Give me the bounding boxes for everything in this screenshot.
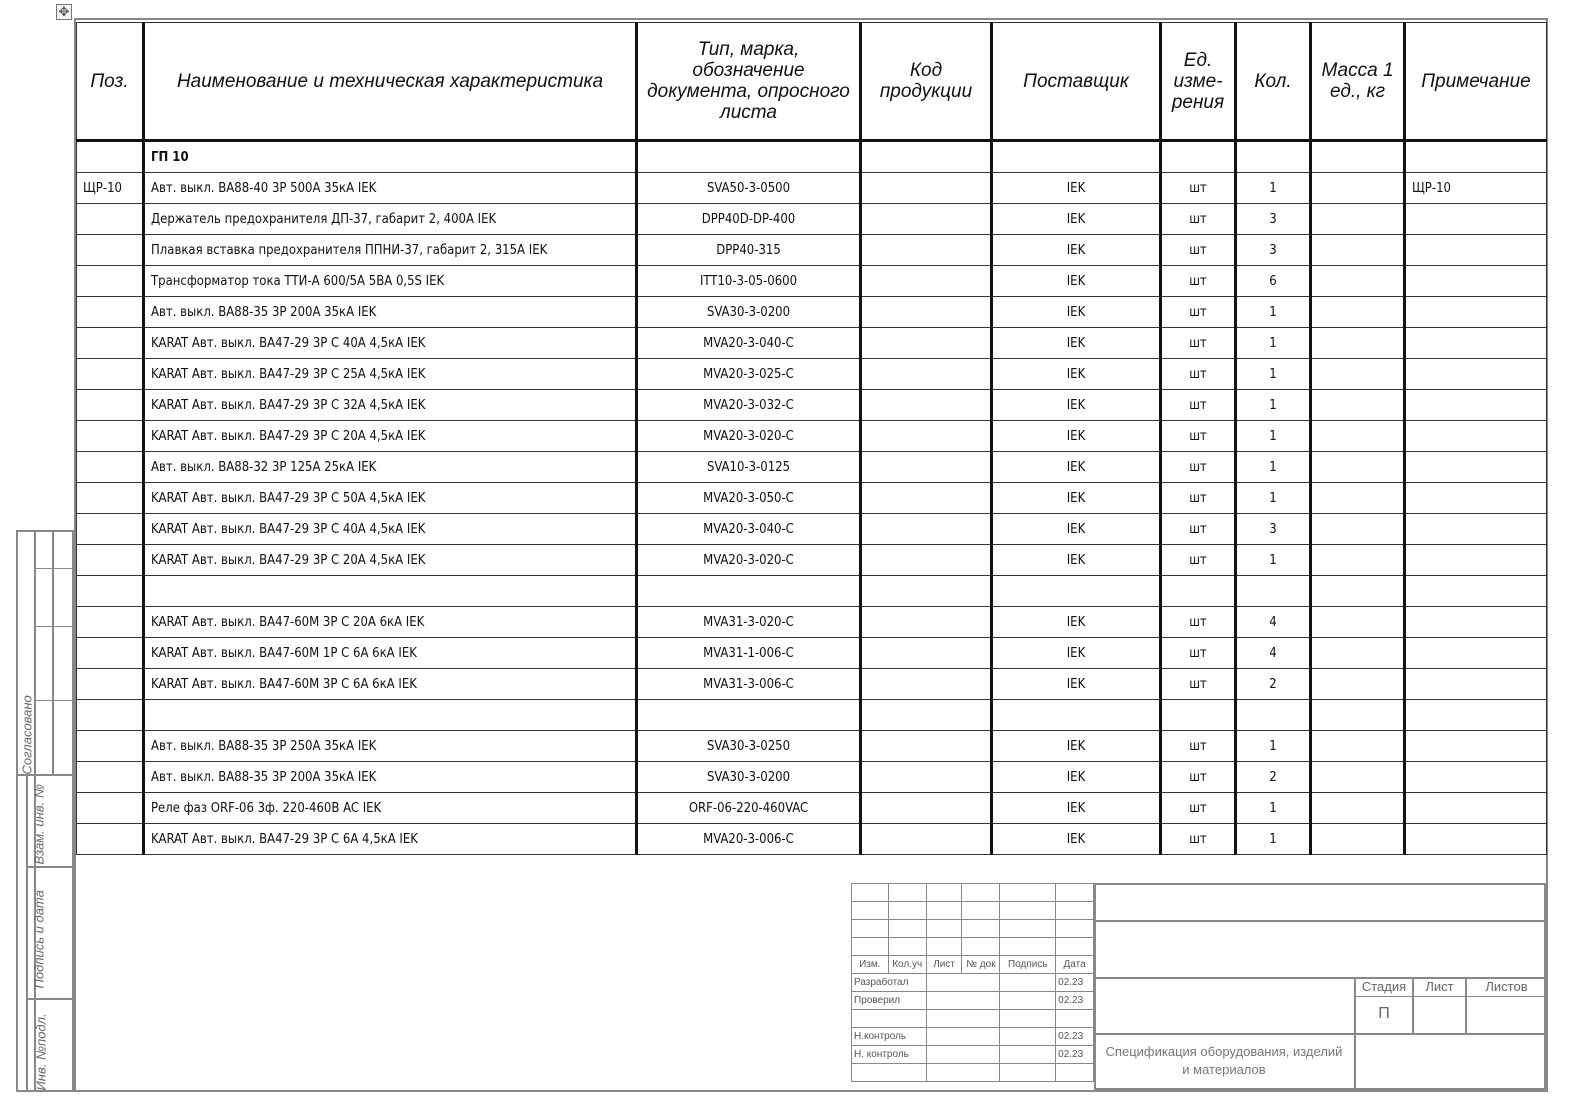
cell-name: Авт. выкл. ВА88-35 3Р 250А 35кА IEK (144, 731, 637, 762)
cell-note (1405, 235, 1547, 266)
title-block-col-headers: Изм. Кол.уч Лист № док Подпись Дата (852, 956, 1094, 974)
header-name: Наименование и техническая характеристика (144, 23, 637, 141)
cell-unit: шт (1161, 824, 1236, 855)
cell-name: KARAT Авт. выкл. ВА47-29 3Р С 20А 4,5кА IEK (144, 545, 637, 576)
cell-note (1405, 824, 1547, 855)
table-row (77, 421, 1547, 452)
cell-qty: 4 (1236, 638, 1311, 669)
cell-qty: 2 (1236, 762, 1311, 793)
table-row (77, 204, 1547, 235)
cell-name: Авт. выкл. ВА88-35 3Р 200А 35кА IEK (144, 297, 637, 328)
cell-pos (77, 390, 144, 421)
cell-name: Реле фаз ORF-06 3ф. 220-460В AC IEK (144, 793, 637, 824)
cell-unit: шт (1161, 235, 1236, 266)
table-row (77, 452, 1547, 483)
cell-type: SVA50-3-0500 (637, 173, 861, 204)
cell-supplier: IEK (992, 173, 1161, 204)
cell-code (861, 390, 992, 421)
cell-mass (1311, 576, 1405, 607)
cell-unit: шт (1161, 762, 1236, 793)
cell-type: MVA20-3-040-C (637, 328, 861, 359)
cell-type: DPP40D-DP-400 (637, 204, 861, 235)
cell-mass (1311, 421, 1405, 452)
cell-name: KARAT Авт. выкл. ВА47-29 3Р С 32А 4,5кА IEK (144, 390, 637, 421)
table-row (77, 576, 1547, 607)
cell-pos (77, 235, 144, 266)
cell-type: MVA20-3-040-C (637, 514, 861, 545)
header-unit: Ед. изме-рения (1161, 23, 1236, 141)
document-title: Спецификация оборудования, изделий и материалов (1105, 1044, 1343, 1077)
table-row (77, 669, 1547, 700)
table-row (77, 824, 1547, 855)
cell-unit (1161, 700, 1236, 731)
cell-unit: шт (1161, 204, 1236, 235)
table-row (77, 483, 1547, 514)
header-type: Тип, марка, обозначение документа, опросного листа (637, 23, 861, 141)
cell-note (1405, 483, 1547, 514)
cell-supplier: IEK (992, 452, 1161, 483)
cell-qty: 1 (1236, 793, 1311, 824)
cell-note (1405, 297, 1547, 328)
table-row (77, 607, 1547, 638)
cell-qty: 1 (1236, 824, 1311, 855)
cell-type: ORF-06-220-460VAC (637, 793, 861, 824)
cell-code (861, 421, 992, 452)
cell-pos (77, 793, 144, 824)
cell-note (1405, 638, 1547, 669)
cell-pos (77, 328, 144, 359)
cell-unit: шт (1161, 545, 1236, 576)
cell-code (861, 328, 992, 359)
cell-note (1405, 700, 1547, 731)
cell-unit: шт (1161, 421, 1236, 452)
cell-mass (1311, 607, 1405, 638)
cell-mass (1311, 762, 1405, 793)
cell-supplier: IEK (992, 266, 1161, 297)
cell-unit (1161, 576, 1236, 607)
table-row (77, 173, 1547, 204)
cell-note (1405, 359, 1547, 390)
cell-note (1405, 545, 1547, 576)
cell-name: Держатель предохранителя ДП-37, габарит 2, 400А IEK (144, 204, 637, 235)
cell-code (861, 762, 992, 793)
cell-type: MVA31-3-006-C (637, 669, 861, 700)
cell-mass (1311, 669, 1405, 700)
cell-type: MVA31-1-006-C (637, 638, 861, 669)
cell-supplier: IEK (992, 545, 1161, 576)
cell-pos (77, 762, 144, 793)
cell-mass (1311, 824, 1405, 855)
side-label-agreed: Согласовано (19, 695, 35, 775)
cell-code (861, 700, 992, 731)
cell-supplier: IEK (992, 607, 1161, 638)
title-block-left (851, 883, 1094, 1082)
cell-mass (1311, 545, 1405, 576)
cell-qty: 1 (1236, 359, 1311, 390)
table-row (77, 793, 1547, 824)
cell-note (1405, 421, 1547, 452)
header-code: Код продукции (861, 23, 992, 141)
cell-note (1405, 266, 1547, 297)
cell-note (1405, 204, 1547, 235)
cell-type: MVA20-3-025-C (637, 359, 861, 390)
title-block-role-row: Н. контроль 02.23 (852, 1046, 1094, 1064)
cell-code (861, 204, 992, 235)
cell-unit: шт (1161, 173, 1236, 204)
cell-mass (1311, 390, 1405, 421)
cell-mass (1311, 483, 1405, 514)
cell-note (1405, 793, 1547, 824)
table-header-row (77, 23, 1547, 141)
cell-mass (1311, 793, 1405, 824)
cell-note (1405, 452, 1547, 483)
cell-name: KARAT Авт. выкл. ВА47-29 3Р С 20А 4,5кА IEK (144, 421, 637, 452)
cell-type: DPP40-315 (637, 235, 861, 266)
cell-note (1405, 762, 1547, 793)
cell-supplier: IEK (992, 824, 1161, 855)
cell-note: ЩР-10 (1405, 173, 1547, 204)
cell-supplier: IEK (992, 359, 1161, 390)
cell-code (861, 793, 992, 824)
cell-supplier (992, 700, 1161, 731)
cell-supplier: IEK (992, 793, 1161, 824)
cell-unit: шт (1161, 514, 1236, 545)
header-supplier: Поставщик (992, 23, 1161, 141)
cell-pos (77, 297, 144, 328)
cell-mass (1311, 514, 1405, 545)
cell-supplier: IEK (992, 204, 1161, 235)
cell-supplier: IEK (992, 638, 1161, 669)
cell-unit: шт (1161, 483, 1236, 514)
cell-pos (77, 452, 144, 483)
cell-type: MVA31-3-020-C (637, 607, 861, 638)
cell-pos (77, 700, 144, 731)
cell-unit: шт (1161, 297, 1236, 328)
cell-pos (77, 576, 144, 607)
table-row (77, 514, 1547, 545)
cell-supplier: IEK (992, 483, 1161, 514)
cell-name (144, 576, 637, 607)
cell-type: ITT10-3-05-0600 (637, 266, 861, 297)
table-row (77, 731, 1547, 762)
cell-mass (1311, 173, 1405, 204)
cell-note (1405, 390, 1547, 421)
cell-note (1405, 669, 1547, 700)
cell-name: Авт. выкл. ВА88-32 3Р 125А 25кА IEK (144, 452, 637, 483)
cell-mass (1311, 328, 1405, 359)
cell-name: Плавкая вставка предохранителя ППНИ-37, габарит 2, 315А IEK (144, 235, 637, 266)
cell-mass (1311, 204, 1405, 235)
cell-code (861, 173, 992, 204)
cell-pos (77, 638, 144, 669)
cell-name: KARAT Авт. выкл. ВА47-29 3Р С 6А 4,5кА IEK (144, 824, 637, 855)
cell-code (861, 266, 992, 297)
cell-code (861, 607, 992, 638)
cell-unit: шт (1161, 638, 1236, 669)
cell-name: KARAT Авт. выкл. ВА47-60М 3Р С 20А 6кА IEK (144, 607, 637, 638)
cell-supplier: IEK (992, 390, 1161, 421)
cell-type (637, 576, 861, 607)
cell-qty: 1 (1236, 421, 1311, 452)
cell-mass (1311, 700, 1405, 731)
cell-type: MVA20-3-050-C (637, 483, 861, 514)
cell-code (861, 359, 992, 390)
title-block-role-row (852, 1010, 1094, 1028)
sheets-label: Листов (1485, 979, 1528, 994)
cell-supplier: IEK (992, 421, 1161, 452)
cell-qty (1236, 700, 1311, 731)
specification-table (76, 22, 1547, 855)
cell-unit: шт (1161, 669, 1236, 700)
cell-qty: 1 (1236, 390, 1311, 421)
cell-qty (1236, 576, 1311, 607)
cell-qty: 1 (1236, 297, 1311, 328)
group-pos-cell (77, 141, 144, 173)
cell-supplier: IEK (992, 328, 1161, 359)
cell-name: KARAT Авт. выкл. ВА47-29 3Р С 40А 4,5кА IEK (144, 328, 637, 359)
cell-note (1405, 607, 1547, 638)
cell-note (1405, 514, 1547, 545)
cell-code (861, 483, 992, 514)
cell-supplier: IEK (992, 762, 1161, 793)
cell-unit: шт (1161, 452, 1236, 483)
table-row (77, 545, 1547, 576)
group-row (77, 141, 1547, 173)
cell-note (1405, 731, 1547, 762)
move-handle-icon[interactable]: ✥ (56, 4, 72, 20)
side-label-inv-replace: Взам. инв. № (31, 784, 47, 865)
cell-mass (1311, 266, 1405, 297)
cell-unit: шт (1161, 390, 1236, 421)
cell-type: MVA20-3-020-C (637, 421, 861, 452)
cell-pos (77, 483, 144, 514)
table-row (77, 762, 1547, 793)
cell-mass (1311, 731, 1405, 762)
cell-type: MVA20-3-020-C (637, 545, 861, 576)
cell-supplier: IEK (992, 669, 1161, 700)
table-row (77, 235, 1547, 266)
table-row (77, 359, 1547, 390)
cell-code (861, 669, 992, 700)
stage-label: Стадия (1361, 979, 1407, 994)
side-label-sign-date: Подпись и дата (31, 890, 47, 989)
cell-unit: шт (1161, 607, 1236, 638)
cell-name: KARAT Авт. выкл. ВА47-29 3Р С 25А 4,5кА IEK (144, 359, 637, 390)
cell-code (861, 297, 992, 328)
cell-supplier: IEK (992, 297, 1161, 328)
cell-mass (1311, 235, 1405, 266)
cell-qty: 1 (1236, 545, 1311, 576)
cell-pos (77, 204, 144, 235)
cell-code (861, 514, 992, 545)
cell-code (861, 576, 992, 607)
cell-pos (77, 514, 144, 545)
cell-type: MVA20-3-032-C (637, 390, 861, 421)
title-block-role-row: Разработал 02.23 (852, 974, 1094, 992)
cell-pos: ЩР-10 (77, 173, 144, 204)
cell-type: SVA30-3-0200 (637, 297, 861, 328)
cell-pos (77, 266, 144, 297)
cell-pos (77, 359, 144, 390)
cell-unit: шт (1161, 266, 1236, 297)
group-title: ГП 10 (144, 141, 637, 173)
cell-code (861, 824, 992, 855)
cell-code (861, 235, 992, 266)
cell-type: SVA30-3-0250 (637, 731, 861, 762)
header-mass: Масса 1 ед., кг (1311, 23, 1405, 141)
cell-name: Трансформатор тока ТТИ-А 600/5А 5ВА 0,5S IEK (144, 266, 637, 297)
cell-qty: 6 (1236, 266, 1311, 297)
cell-qty: 1 (1236, 328, 1311, 359)
cell-pos (77, 731, 144, 762)
cell-qty: 2 (1236, 669, 1311, 700)
table-row (77, 297, 1547, 328)
cell-unit: шт (1161, 359, 1236, 390)
cell-pos (77, 824, 144, 855)
cell-pos (77, 607, 144, 638)
cell-pos (77, 545, 144, 576)
cell-qty: 3 (1236, 204, 1311, 235)
cell-type: SVA10-3-0125 (637, 452, 861, 483)
cell-supplier: IEK (992, 731, 1161, 762)
title-block-role-row: Н.контроль 02.23 (852, 1028, 1094, 1046)
header-pos: Поз. (77, 23, 144, 141)
cell-name: KARAT Авт. выкл. ВА47-29 3Р С 40А 4,5кА IEK (144, 514, 637, 545)
header-note: Примечание (1405, 23, 1547, 141)
cell-name: Авт. выкл. ВА88-35 3Р 200А 35кА IEK (144, 762, 637, 793)
table-row (77, 266, 1547, 297)
cell-unit: шт (1161, 328, 1236, 359)
cell-pos (77, 421, 144, 452)
cell-code (861, 452, 992, 483)
title-block-role-row: Проверил 02.23 (852, 992, 1094, 1010)
cell-note (1405, 576, 1547, 607)
cell-name (144, 700, 637, 731)
cell-pos (77, 669, 144, 700)
cell-supplier: IEK (992, 514, 1161, 545)
stage-value: П (1378, 1005, 1390, 1022)
cell-mass (1311, 452, 1405, 483)
cell-type: SVA30-3-0200 (637, 762, 861, 793)
table-row (77, 390, 1547, 421)
cell-type: MVA20-3-006-C (637, 824, 861, 855)
cell-qty: 1 (1236, 731, 1311, 762)
cell-qty: 4 (1236, 607, 1311, 638)
sheet-label: Лист (1425, 979, 1454, 994)
table-row (77, 638, 1547, 669)
cell-name: Авт. выкл. ВА88-40 3Р 500А 35кА IEK (144, 173, 637, 204)
table-row (77, 328, 1547, 359)
table-row (77, 700, 1547, 731)
cell-qty: 3 (1236, 235, 1311, 266)
side-label-inv-orig: Инв. №подл. (33, 1013, 49, 1091)
cell-code (861, 545, 992, 576)
cell-name: KARAT Авт. выкл. ВА47-29 3Р С 50А 4,5кА IEK (144, 483, 637, 514)
cell-code (861, 731, 992, 762)
cell-name: KARAT Авт. выкл. ВА47-60М 1Р С 6А 6кА IEK (144, 638, 637, 669)
cell-qty: 1 (1236, 173, 1311, 204)
cell-mass (1311, 297, 1405, 328)
cell-mass (1311, 638, 1405, 669)
cell-unit: шт (1161, 793, 1236, 824)
cell-supplier (992, 576, 1161, 607)
cell-qty: 1 (1236, 452, 1311, 483)
cell-qty: 3 (1236, 514, 1311, 545)
cell-type (637, 700, 861, 731)
header-qty: Кол. (1236, 23, 1311, 141)
cell-name: KARAT Авт. выкл. ВА47-60М 3Р С 6А 6кА IEK (144, 669, 637, 700)
cell-note (1405, 328, 1547, 359)
cell-mass (1311, 359, 1405, 390)
cell-qty: 1 (1236, 483, 1311, 514)
cell-unit: шт (1161, 731, 1236, 762)
cell-supplier: IEK (992, 235, 1161, 266)
cell-code (861, 638, 992, 669)
